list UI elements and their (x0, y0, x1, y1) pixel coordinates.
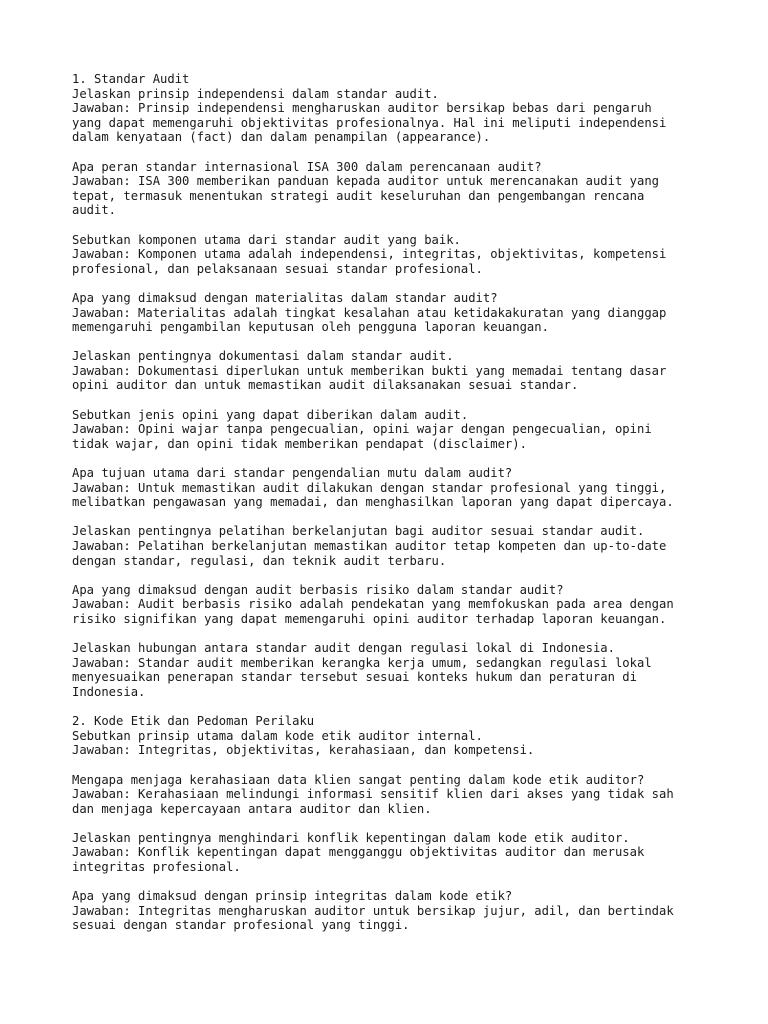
text-line: Jawaban: ISA 300 memberikan panduan kepada auditor untuk merencanakan audit yang (72, 174, 659, 189)
text-line: Jawaban: Konflik kepentingan dapat mengganggu objektivitas auditor dan merusak (72, 845, 645, 860)
text-line: Sebutkan prinsip utama dalam kode etik auditor internal. (72, 728, 483, 743)
text-line: Jawaban: Komponen utama adalah independensi, integritas, objektivitas, kompetensi (72, 247, 667, 262)
text-line: memengaruhi pengambilan keputusan oleh pengguna laporan keuangan. (72, 320, 549, 335)
qa-block (72, 408, 712, 452)
text-line: Apa yang dimaksud dengan audit berbasis risiko dalam standar audit? (72, 582, 564, 597)
text-line: dan menjaga kepercayaan antara auditor dan klien. (72, 801, 432, 816)
document-body (72, 72, 712, 948)
text-line: Jawaban: Materialitas adalah tingkat kesalahan atau ketidakakuratan yang dianggap (72, 305, 667, 320)
text-line: Jawaban: Pelatihan berkelanjutan memastikan auditor tetap kompeten dan up-to-date (72, 539, 667, 553)
text-line: Jawaban: Prinsip independensi mengharuskan auditor bersikap bebas dari pengaruh (72, 101, 652, 116)
qa-block (72, 714, 712, 758)
text-line: Jawaban: Untuk memastikan audit dilakukan dengan standar profesional yang tinggi, (72, 480, 667, 495)
text-line: Indonesia. (72, 684, 146, 699)
text-line: 2. Kode Etik dan Pedoman Perilaku (72, 714, 315, 729)
text-line: dengan standar, regulasi, dan teknik audit terbaru. (72, 553, 447, 568)
text-line: integritas profesional. (72, 860, 241, 875)
qa-block (72, 831, 712, 875)
text-line: Jawaban: Kerahasiaan melindungi informasi sensitif klien dari akses yang tidak sah (72, 787, 674, 802)
text-line: Jelaskan hubungan antara standar audit dengan regulasi lokal di Indonesia. (72, 641, 615, 656)
text-line: Jawaban: Opini wajar tanpa pengecualian, opini wajar dengan pengecualian, opini (72, 422, 652, 437)
text-line: tidak wajar, dan opini tidak memberikan pendapat (disclaimer). (72, 436, 527, 451)
text-line: menyesuaikan penerapan standar tersebut sesuai konteks hukum dan peraturan di (72, 670, 637, 685)
text-line: yang dapat memengaruhi objektivitas profesionalnya. Hal ini meliputi independensi (72, 115, 667, 130)
qa-block (72, 233, 712, 277)
text-line: opini auditor dan untuk memastikan audit dilaksanakan sesuai standar. (72, 378, 579, 393)
text-line: Apa tujuan utama dari standar pengendalian mutu dalam audit? (72, 466, 513, 481)
text-line: tepat, termasuk menentukan strategi audit keseluruhan dan pengembangan rencana (72, 188, 645, 203)
text-line: Apa peran standar internasional ISA 300 dalam perencanaan audit? (72, 159, 542, 174)
text-line: Jawaban: Standar audit memberikan kerangka kerja umum, sedangkan regulasi lokal (72, 655, 652, 670)
text-line: melibatkan pengawasan yang memadai, dan menghasilkan laporan yang dapat dipercaya. (72, 495, 674, 510)
text-line: Sebutkan jenis opini yang dapat diberikan dalam audit. (72, 407, 469, 422)
text-line: sesuai dengan standar profesional yang tinggi. (72, 918, 410, 933)
text-line: Apa yang dimaksud dengan materialitas dalam standar audit? (72, 290, 498, 305)
text-line: Jelaskan pentingnya dokumentasi dalam standar audit. (72, 349, 454, 364)
qa-block (72, 889, 712, 933)
qa-block (72, 466, 712, 510)
text-line: dalam kenyataan (fact) dan dalam penampilan (appearance). (72, 130, 491, 145)
text-line: Jelaskan prinsip independensi dalam standar audit. (72, 86, 439, 101)
text-line: Apa yang dimaksud dengan prinsip integritas dalam kode etik? (72, 889, 513, 904)
qa-block (72, 160, 712, 218)
text-line: Jawaban: Integritas mengharuskan auditor untuk bersikap jujur, adil, dan bertindak (72, 903, 674, 918)
qa-block (72, 773, 712, 817)
text-line: Jawaban: Audit berbasis risiko adalah pendekatan yang memfokuskan pada area dengan (72, 597, 674, 612)
text-line: profesional, dan pelaksanaan sesuai standar profesional. (72, 261, 483, 276)
qa-block (72, 641, 712, 699)
text-line: Jelaskan pentingnya pelatihan berkelanjutan bagi auditor sesuai standar audit. (72, 524, 645, 539)
qa-block (72, 349, 712, 393)
qa-block (72, 291, 712, 335)
text-line: audit. (72, 203, 117, 218)
text-line: Jawaban: Dokumentasi diperlukan untuk memberikan bukti yang memadai tentang dasar (72, 363, 667, 378)
text-line: Sebutkan komponen utama dari standar audit yang baik. (72, 232, 461, 247)
text-line: 1. Standar Audit (72, 72, 190, 86)
text-line: Jawaban: Integritas, objektivitas, kerahasiaan, dan kompetensi. (72, 743, 535, 758)
qa-block (72, 72, 712, 145)
text-line: Jelaskan pentingnya menghindari konflik kepentingan dalam kode etik auditor. (72, 830, 630, 845)
qa-block (72, 524, 712, 568)
text-line: risiko signifikan yang dapat memengaruhi opini auditor terhadap laporan keuangan. (72, 611, 667, 626)
qa-block (72, 583, 712, 627)
text-line: Mengapa menjaga kerahasiaan data klien sangat penting dalam kode etik auditor? (72, 772, 645, 787)
